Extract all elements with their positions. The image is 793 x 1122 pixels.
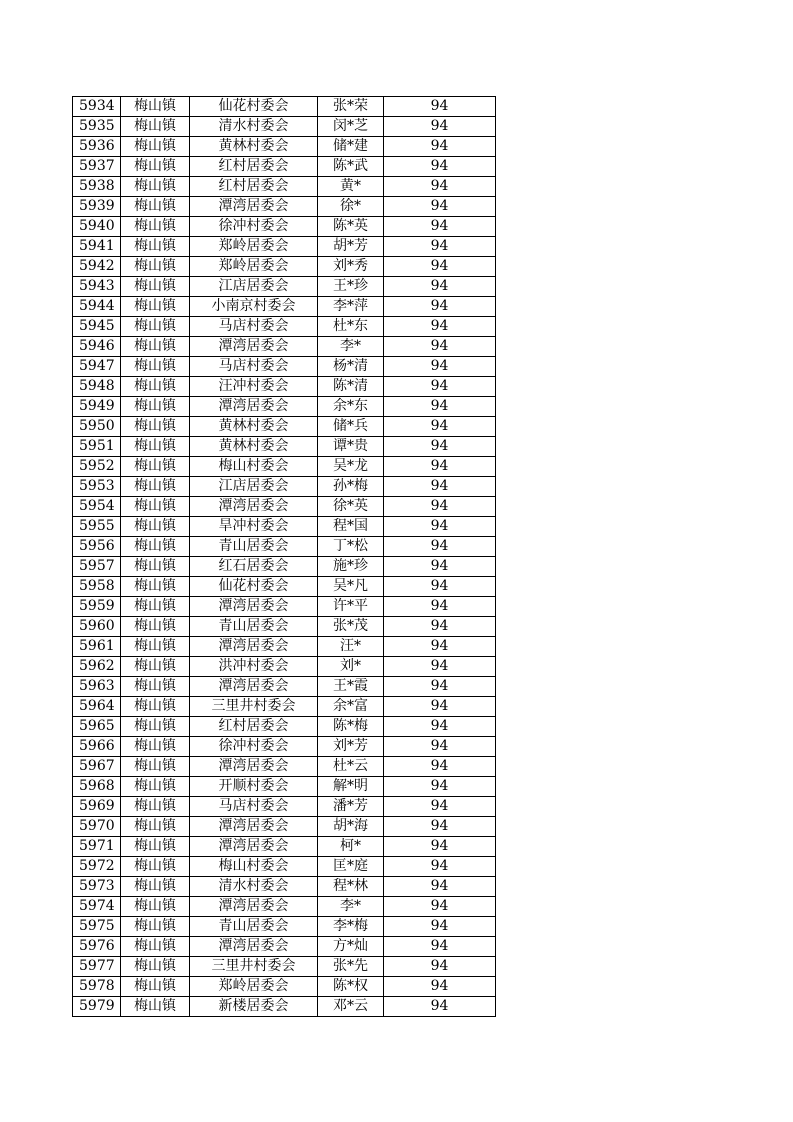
village-committee-cell: 洪冲村委会 — [190, 657, 318, 677]
table-row — [73, 837, 496, 857]
town-cell: 梅山镇 — [121, 797, 190, 817]
village-committee-cell: 潭湾居委会 — [190, 817, 318, 837]
row-number-cell: 5959 — [73, 597, 121, 617]
person-name-cell: 闵*芝 — [318, 117, 384, 137]
table-row — [73, 857, 496, 877]
person-name-cell: 余*东 — [318, 397, 384, 417]
row-number-cell: 5977 — [73, 957, 121, 977]
table-row — [73, 777, 496, 797]
score-cell: 94 — [384, 177, 496, 197]
village-committee-cell: 汪冲村委会 — [190, 377, 318, 397]
village-committee-cell: 郑岭居委会 — [190, 257, 318, 277]
row-number-cell: 5965 — [73, 717, 121, 737]
person-name-cell: 张*先 — [318, 957, 384, 977]
town-cell: 梅山镇 — [121, 917, 190, 937]
table-row — [73, 977, 496, 997]
village-committee-cell: 梅山村委会 — [190, 857, 318, 877]
row-number-cell: 5953 — [73, 477, 121, 497]
person-name-cell: 杨*清 — [318, 357, 384, 377]
town-cell: 梅山镇 — [121, 757, 190, 777]
person-name-cell: 匡*庭 — [318, 857, 384, 877]
village-committee-cell: 梅山村委会 — [190, 457, 318, 477]
score-cell: 94 — [384, 157, 496, 177]
person-name-cell: 王*珍 — [318, 277, 384, 297]
table-row — [73, 117, 496, 137]
row-number-cell: 5972 — [73, 857, 121, 877]
row-number-cell: 5967 — [73, 757, 121, 777]
row-number-cell: 5964 — [73, 697, 121, 717]
village-committee-cell: 江店居委会 — [190, 477, 318, 497]
row-number-cell: 5954 — [73, 497, 121, 517]
table-row — [73, 957, 496, 977]
person-name-cell: 李* — [318, 897, 384, 917]
table-row — [73, 397, 496, 417]
score-cell: 94 — [384, 997, 496, 1017]
town-cell: 梅山镇 — [121, 597, 190, 617]
table-row — [73, 237, 496, 257]
village-committee-cell: 马店村委会 — [190, 797, 318, 817]
row-number-cell: 5934 — [73, 97, 121, 117]
score-cell: 94 — [384, 557, 496, 577]
town-cell: 梅山镇 — [121, 557, 190, 577]
town-cell: 梅山镇 — [121, 317, 190, 337]
score-cell: 94 — [384, 977, 496, 997]
village-committee-cell: 清水村委会 — [190, 877, 318, 897]
score-cell: 94 — [384, 297, 496, 317]
village-committee-cell: 青山居委会 — [190, 917, 318, 937]
table-row — [73, 437, 496, 457]
row-number-cell: 5968 — [73, 777, 121, 797]
table-row — [73, 537, 496, 557]
row-number-cell: 5971 — [73, 837, 121, 857]
score-cell: 94 — [384, 677, 496, 697]
town-cell: 梅山镇 — [121, 857, 190, 877]
person-name-cell: 徐*英 — [318, 497, 384, 517]
village-committee-cell: 黄林村委会 — [190, 137, 318, 157]
village-committee-cell: 郑岭居委会 — [190, 977, 318, 997]
score-cell: 94 — [384, 277, 496, 297]
town-cell: 梅山镇 — [121, 257, 190, 277]
town-cell: 梅山镇 — [121, 817, 190, 837]
row-number-cell: 5949 — [73, 397, 121, 417]
row-number-cell: 5948 — [73, 377, 121, 397]
table-row — [73, 177, 496, 197]
score-cell: 94 — [384, 517, 496, 537]
town-cell: 梅山镇 — [121, 397, 190, 417]
person-name-cell: 储*兵 — [318, 417, 384, 437]
score-cell: 94 — [384, 237, 496, 257]
row-number-cell: 5950 — [73, 417, 121, 437]
person-name-cell: 陈*梅 — [318, 717, 384, 737]
table-row — [73, 897, 496, 917]
row-number-cell: 5957 — [73, 557, 121, 577]
person-name-cell: 陈*权 — [318, 977, 384, 997]
village-committee-cell: 郑岭居委会 — [190, 237, 318, 257]
village-committee-cell: 红村居委会 — [190, 717, 318, 737]
person-name-cell: 谭*贵 — [318, 437, 384, 457]
person-name-cell: 方*灿 — [318, 937, 384, 957]
score-cell: 94 — [384, 377, 496, 397]
town-cell: 梅山镇 — [121, 977, 190, 997]
town-cell: 梅山镇 — [121, 677, 190, 697]
person-name-cell: 李*萍 — [318, 297, 384, 317]
table-row — [73, 457, 496, 477]
person-name-cell: 刘*芳 — [318, 737, 384, 757]
row-number-cell: 5979 — [73, 997, 121, 1017]
table-row — [73, 217, 496, 237]
score-cell: 94 — [384, 337, 496, 357]
person-name-cell: 柯* — [318, 837, 384, 857]
row-number-cell: 5978 — [73, 977, 121, 997]
row-number-cell: 5951 — [73, 437, 121, 457]
person-name-cell: 李*梅 — [318, 917, 384, 937]
person-name-cell: 刘* — [318, 657, 384, 677]
table-row — [73, 937, 496, 957]
roster-table — [72, 96, 496, 1017]
table-row — [73, 277, 496, 297]
score-cell: 94 — [384, 757, 496, 777]
town-cell: 梅山镇 — [121, 217, 190, 237]
row-number-cell: 5963 — [73, 677, 121, 697]
row-number-cell: 5946 — [73, 337, 121, 357]
town-cell: 梅山镇 — [121, 137, 190, 157]
score-cell: 94 — [384, 797, 496, 817]
village-committee-cell: 仙花村委会 — [190, 97, 318, 117]
row-number-cell: 5938 — [73, 177, 121, 197]
village-committee-cell: 潭湾居委会 — [190, 897, 318, 917]
table-row — [73, 97, 496, 117]
village-committee-cell: 青山居委会 — [190, 537, 318, 557]
score-cell: 94 — [384, 817, 496, 837]
person-name-cell: 杜*云 — [318, 757, 384, 777]
score-cell: 94 — [384, 397, 496, 417]
person-name-cell: 胡*芳 — [318, 237, 384, 257]
town-cell: 梅山镇 — [121, 377, 190, 397]
score-cell: 94 — [384, 457, 496, 477]
row-number-cell: 5945 — [73, 317, 121, 337]
score-cell: 94 — [384, 777, 496, 797]
village-committee-cell: 徐冲村委会 — [190, 217, 318, 237]
score-cell: 94 — [384, 597, 496, 617]
table-row — [73, 917, 496, 937]
village-committee-cell: 徐冲村委会 — [190, 737, 318, 757]
town-cell: 梅山镇 — [121, 657, 190, 677]
row-number-cell: 5966 — [73, 737, 121, 757]
row-number-cell: 5942 — [73, 257, 121, 277]
village-committee-cell: 旱冲村委会 — [190, 517, 318, 537]
village-committee-cell: 新楼居委会 — [190, 997, 318, 1017]
village-committee-cell: 潭湾居委会 — [190, 677, 318, 697]
table-row — [73, 797, 496, 817]
row-number-cell: 5936 — [73, 137, 121, 157]
score-cell: 94 — [384, 857, 496, 877]
score-cell: 94 — [384, 537, 496, 557]
row-number-cell: 5955 — [73, 517, 121, 537]
table-row — [73, 637, 496, 657]
score-cell: 94 — [384, 617, 496, 637]
town-cell: 梅山镇 — [121, 937, 190, 957]
person-name-cell: 施*珍 — [318, 557, 384, 577]
village-committee-cell: 马店村委会 — [190, 357, 318, 377]
table-row — [73, 657, 496, 677]
table-row — [73, 817, 496, 837]
score-cell: 94 — [384, 477, 496, 497]
score-cell: 94 — [384, 737, 496, 757]
score-cell: 94 — [384, 357, 496, 377]
village-committee-cell: 潭湾居委会 — [190, 497, 318, 517]
town-cell: 梅山镇 — [121, 697, 190, 717]
score-cell: 94 — [384, 577, 496, 597]
table-row — [73, 497, 496, 517]
person-name-cell: 许*平 — [318, 597, 384, 617]
village-committee-cell: 潭湾居委会 — [190, 597, 318, 617]
town-cell: 梅山镇 — [121, 177, 190, 197]
row-number-cell: 5956 — [73, 537, 121, 557]
person-name-cell: 汪* — [318, 637, 384, 657]
person-name-cell: 程*林 — [318, 877, 384, 897]
town-cell: 梅山镇 — [121, 737, 190, 757]
table-row — [73, 577, 496, 597]
town-cell: 梅山镇 — [121, 717, 190, 737]
score-cell: 94 — [384, 437, 496, 457]
town-cell: 梅山镇 — [121, 577, 190, 597]
score-cell: 94 — [384, 217, 496, 237]
village-committee-cell: 江店居委会 — [190, 277, 318, 297]
village-committee-cell: 红村居委会 — [190, 157, 318, 177]
village-committee-cell: 潭湾居委会 — [190, 837, 318, 857]
village-committee-cell: 清水村委会 — [190, 117, 318, 137]
village-committee-cell: 潭湾居委会 — [190, 637, 318, 657]
town-cell: 梅山镇 — [121, 897, 190, 917]
row-number-cell: 5958 — [73, 577, 121, 597]
row-number-cell: 5952 — [73, 457, 121, 477]
village-committee-cell: 红村居委会 — [190, 177, 318, 197]
row-number-cell: 5976 — [73, 937, 121, 957]
person-name-cell: 吴*龙 — [318, 457, 384, 477]
table-row — [73, 377, 496, 397]
score-cell: 94 — [384, 717, 496, 737]
town-cell: 梅山镇 — [121, 617, 190, 637]
town-cell: 梅山镇 — [121, 157, 190, 177]
score-cell: 94 — [384, 317, 496, 337]
town-cell: 梅山镇 — [121, 437, 190, 457]
person-name-cell: 孙*梅 — [318, 477, 384, 497]
town-cell: 梅山镇 — [121, 297, 190, 317]
row-number-cell: 5961 — [73, 637, 121, 657]
person-name-cell: 潘*芳 — [318, 797, 384, 817]
village-committee-cell: 开顺村委会 — [190, 777, 318, 797]
table-row — [73, 737, 496, 757]
town-cell: 梅山镇 — [121, 357, 190, 377]
row-number-cell: 5969 — [73, 797, 121, 817]
village-committee-cell: 黄林村委会 — [190, 437, 318, 457]
score-cell: 94 — [384, 97, 496, 117]
person-name-cell: 储*建 — [318, 137, 384, 157]
person-name-cell: 王*霞 — [318, 677, 384, 697]
person-name-cell: 陈*清 — [318, 377, 384, 397]
score-cell: 94 — [384, 837, 496, 857]
person-name-cell: 陈*英 — [318, 217, 384, 237]
person-name-cell: 张*荣 — [318, 97, 384, 117]
town-cell: 梅山镇 — [121, 277, 190, 297]
table-row — [73, 517, 496, 537]
town-cell: 梅山镇 — [121, 97, 190, 117]
village-committee-cell: 潭湾居委会 — [190, 197, 318, 217]
table-row — [73, 697, 496, 717]
town-cell: 梅山镇 — [121, 877, 190, 897]
village-committee-cell: 仙花村委会 — [190, 577, 318, 597]
score-cell: 94 — [384, 637, 496, 657]
person-name-cell: 余*富 — [318, 697, 384, 717]
row-number-cell: 5940 — [73, 217, 121, 237]
town-cell: 梅山镇 — [121, 957, 190, 977]
town-cell: 梅山镇 — [121, 497, 190, 517]
town-cell: 梅山镇 — [121, 837, 190, 857]
table-row — [73, 257, 496, 277]
person-name-cell: 丁*松 — [318, 537, 384, 557]
table-row — [73, 597, 496, 617]
person-name-cell: 解*明 — [318, 777, 384, 797]
town-cell: 梅山镇 — [121, 537, 190, 557]
table-row — [73, 617, 496, 637]
town-cell: 梅山镇 — [121, 777, 190, 797]
score-cell: 94 — [384, 697, 496, 717]
person-name-cell: 李* — [318, 337, 384, 357]
roster-table-body — [73, 97, 496, 1017]
person-name-cell: 程*国 — [318, 517, 384, 537]
person-name-cell: 刘*秀 — [318, 257, 384, 277]
score-cell: 94 — [384, 917, 496, 937]
row-number-cell: 5941 — [73, 237, 121, 257]
score-cell: 94 — [384, 877, 496, 897]
town-cell: 梅山镇 — [121, 337, 190, 357]
town-cell: 梅山镇 — [121, 117, 190, 137]
row-number-cell: 5975 — [73, 917, 121, 937]
score-cell: 94 — [384, 937, 496, 957]
table-row — [73, 297, 496, 317]
row-number-cell: 5960 — [73, 617, 121, 637]
town-cell: 梅山镇 — [121, 517, 190, 537]
town-cell: 梅山镇 — [121, 197, 190, 217]
village-committee-cell: 红石居委会 — [190, 557, 318, 577]
table-row — [73, 337, 496, 357]
town-cell: 梅山镇 — [121, 477, 190, 497]
score-cell: 94 — [384, 197, 496, 217]
row-number-cell: 5939 — [73, 197, 121, 217]
table-row — [73, 877, 496, 897]
table-row — [73, 997, 496, 1017]
town-cell: 梅山镇 — [121, 237, 190, 257]
table-row — [73, 197, 496, 217]
table-row — [73, 157, 496, 177]
score-cell: 94 — [384, 137, 496, 157]
person-name-cell: 邓*云 — [318, 997, 384, 1017]
town-cell: 梅山镇 — [121, 997, 190, 1017]
row-number-cell: 5943 — [73, 277, 121, 297]
village-committee-cell: 潭湾居委会 — [190, 937, 318, 957]
table-row — [73, 677, 496, 697]
person-name-cell: 吴*凡 — [318, 577, 384, 597]
row-number-cell: 5937 — [73, 157, 121, 177]
person-name-cell: 徐* — [318, 197, 384, 217]
score-cell: 94 — [384, 957, 496, 977]
table-row — [73, 317, 496, 337]
score-cell: 94 — [384, 117, 496, 137]
score-cell: 94 — [384, 657, 496, 677]
table-row — [73, 557, 496, 577]
village-committee-cell: 三里井村委会 — [190, 697, 318, 717]
village-committee-cell: 小南京村委会 — [190, 297, 318, 317]
person-name-cell: 胡*海 — [318, 817, 384, 837]
row-number-cell: 5944 — [73, 297, 121, 317]
town-cell: 梅山镇 — [121, 457, 190, 477]
person-name-cell: 黄* — [318, 177, 384, 197]
person-name-cell: 张*茂 — [318, 617, 384, 637]
village-committee-cell: 潭湾居委会 — [190, 397, 318, 417]
table-row — [73, 757, 496, 777]
village-committee-cell: 潭湾居委会 — [190, 757, 318, 777]
score-cell: 94 — [384, 257, 496, 277]
village-committee-cell: 青山居委会 — [190, 617, 318, 637]
town-cell: 梅山镇 — [121, 417, 190, 437]
row-number-cell: 5962 — [73, 657, 121, 677]
person-name-cell: 陈*武 — [318, 157, 384, 177]
table-row — [73, 357, 496, 377]
score-cell: 94 — [384, 417, 496, 437]
village-committee-cell: 马店村委会 — [190, 317, 318, 337]
row-number-cell: 5973 — [73, 877, 121, 897]
table-row — [73, 477, 496, 497]
score-cell: 94 — [384, 497, 496, 517]
row-number-cell: 5970 — [73, 817, 121, 837]
village-committee-cell: 黄林村委会 — [190, 417, 318, 437]
row-number-cell: 5974 — [73, 897, 121, 917]
row-number-cell: 5935 — [73, 117, 121, 137]
table-row — [73, 417, 496, 437]
village-committee-cell: 潭湾居委会 — [190, 337, 318, 357]
table-row — [73, 137, 496, 157]
person-name-cell: 杜*东 — [318, 317, 384, 337]
row-number-cell: 5947 — [73, 357, 121, 377]
village-committee-cell: 三里井村委会 — [190, 957, 318, 977]
score-cell: 94 — [384, 897, 496, 917]
table-row — [73, 717, 496, 737]
town-cell: 梅山镇 — [121, 637, 190, 657]
